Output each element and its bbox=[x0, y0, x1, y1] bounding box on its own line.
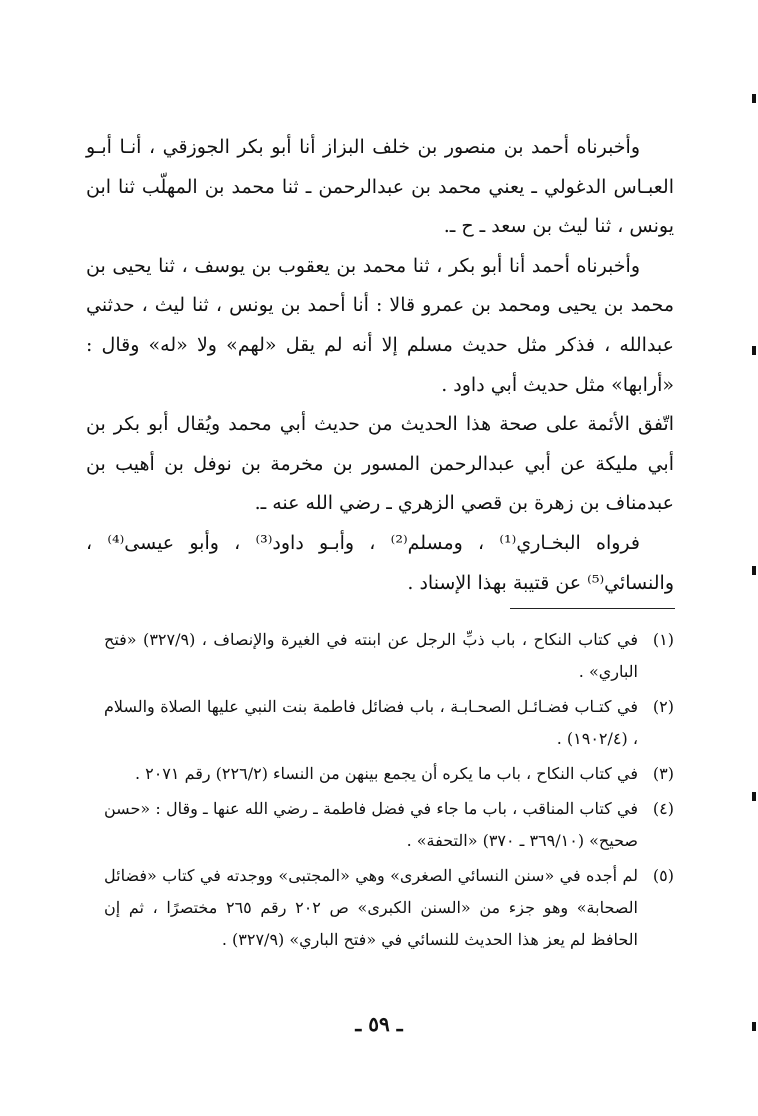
page-number: ـ ٥٩ ـ bbox=[355, 1012, 403, 1036]
footnote-text: في كتاب النكاح ، باب ما يكره أن يجمع بينهن من النساء (٢٢٦/٢) رقم ٢٠٧١ . bbox=[134, 764, 638, 783]
paragraph-2: وأخبرناه أحمد أنا أبو بكر ، ثنا محمد بن يعقوب بن يوسف ، ثنا يحيى بن محمد بن يحيى ومحمد بن عمرو قالا : أنا أحمد بن يونس ، ثنا ليث ، حدثني عبدالله ، فذكر مثل حديث مسلم إلا أنه لم يقل «لهم» ولا «له» وقال : «أرابها» مثل حديث أبي داود . bbox=[86, 254, 674, 396]
footnote-text: في كتاب المناقب ، باب ما جاء في فضل فاطمة ـ رضي الله عنها ـ وقال : «حسن صحيح» (٣٦٩/١٠ ـ ٣٧٠) «التحفة» . bbox=[104, 799, 638, 850]
footnote-text: في كتـاب فضـائـل الصحـابـة ، باب فضائل فاطمة بنت النبي عليها الصلاة والسلام ، (١٩٠٢/٤) . bbox=[104, 697, 638, 748]
footnote-separator bbox=[510, 608, 675, 609]
footnote-number: (٣) bbox=[652, 764, 674, 783]
footnote-5 bbox=[104, 860, 674, 956]
main-text bbox=[86, 128, 674, 603]
footnote-1 bbox=[104, 624, 674, 688]
scan-edge-mark bbox=[752, 792, 756, 801]
footnote-4 bbox=[104, 793, 674, 857]
scan-edge-mark bbox=[752, 1022, 756, 1031]
footnote-number: (٥) bbox=[652, 866, 674, 885]
footnote-number: (٤) bbox=[652, 799, 674, 818]
footnote-number: (١) bbox=[652, 630, 674, 649]
paragraph-4: فرواه البخـاري⁽¹⁾ ، ومسلم⁽²⁾ ، وأبـو داود⁽³⁾ ، وأبو عيسى⁽⁴⁾ ، والنسائي⁽⁵⁾ عن قتيبة بهذا الإسناد . bbox=[86, 531, 674, 594]
footnote-text: لم أجده في «سنن النسائي الصغرى» وهي «المجتبى» ووجدته في كتاب «فضائل الصحابة» وهو جزء من «السنن الكبرى» ص ٢٠٢ رقم ٢٦٥ مختصرًا ، ثم إن الحافظ لم يعز هذا الحديث للنسائي في «فتح الباري» (٣٢٧/٩) . bbox=[104, 866, 638, 949]
scan-edge-mark bbox=[752, 566, 756, 575]
scan-edge-mark bbox=[752, 346, 756, 355]
footnote-number: (٢) bbox=[652, 697, 674, 716]
footnote-text: في كتاب النكاح ، باب ذبِّ الرجل عن ابنته في الغيرة والإنصاف ، (٣٢٧/٩) «فتح الباري» . bbox=[104, 630, 639, 681]
footnote-3 bbox=[104, 758, 674, 790]
scan-edge-mark bbox=[752, 94, 756, 103]
footnote-2 bbox=[104, 691, 674, 755]
paragraph-3: اتّفق الأئمة على صحة هذا الحديث من حديث أبي محمد ويُقال أبو بكر بن أبي مليكة عن أبي عبدالرحمن المسور بن مخرمة بن نوفل بن أهيب بن عبدمناف بن زهرة بن قصي الزهري ـ رضي الله عنه ـ. bbox=[86, 413, 674, 515]
paragraph-1: وأخبرناه أحمد بن منصور بن خلف البزاز أنا أبو بكر الجوزقي ، أنـا أبـو العبـاس الدغولي ـ يعني محمد بن عبدالرحمن ـ ثنا محمد بن المهلّب ثنا ابن يونس ، ثنا ليث بن سعد ـ ح ـ. bbox=[86, 136, 674, 238]
footnotes bbox=[104, 624, 674, 959]
